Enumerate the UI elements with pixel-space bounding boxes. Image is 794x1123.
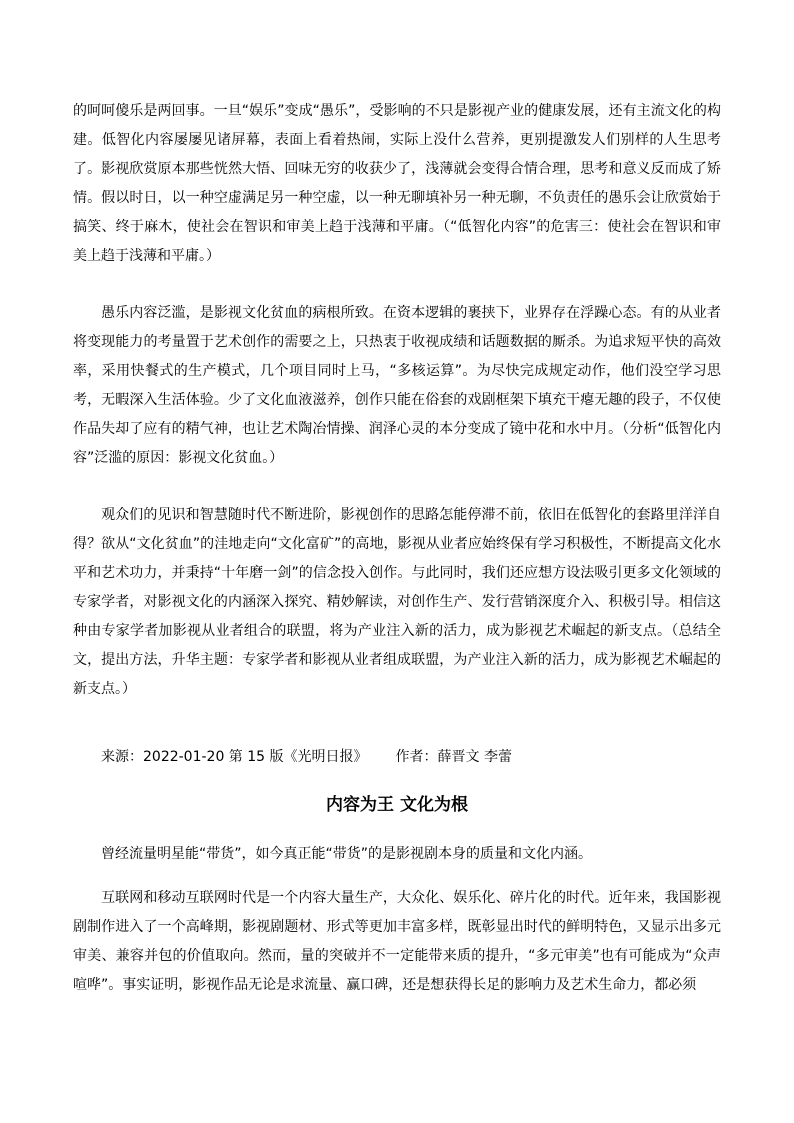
- source-text: 来源：2022-01-20 第 15 版《光明日报》: [101, 749, 368, 765]
- paragraph-text: 的呵呵傻乐是两回事。一旦“娱乐”变成“愚乐”，受影响的不只是影视产业的健康发展，还有主流文化的构建。低智化内容屡屡见诸屏幕，表面上看着热闹，实际上没什么营养，更别提激发人们别样的人生思考了。影视欣赏原本那些恍然大悟、回味无穷的收获少了，浅薄就会变得合情合理，思考和意义反而成了矫情。假以时日，以一种空虚满足另一种空虚，以一种无聊填补另一种无聊，不负责任的愚乐会让欣赏始于搞笑、终于麻木，使社会在智识和审美上趋于浅薄和平庸。（“低智化内容”的危害三：使社会在智识和审美上趋于浅薄和平庸。）: [73, 103, 721, 264]
- paragraph-text: 曾经流量明星能“带货”，如今真正能“带货”的是影视剧本身的质量和文化内涵。: [101, 846, 593, 862]
- paragraph-intro: [73, 840, 721, 869]
- section-title: 内容为王 文化为根: [326, 795, 468, 815]
- paragraph-text: 互联网和移动互联网时代是一个内容大量生产，大众化、娱乐化、碎片化的时代。近年来，我国影视剧制作进入了一个高峰期，影视剧题材、形式等更加丰富多样，既彰显出时代的鲜明特色，又显示出多元审美、兼容并包的价值取向。然而，量的突破并不一定能带来质的提升，“多元审美”也有可能成为“众声喧哗”。事实证明，影视作品无论是求流量、赢口碑，还是想获得长足的影响力及艺术生命力，都必须: [73, 890, 721, 993]
- paragraph-text: 愚乐内容泛滥，是影视文化贫血的病根所致。在资本逻辑的裹挟下，业界存在浮躁心态。有的从业者将变现能力的考量置于艺术创作的需要之上，只热衷于收视成绩和话题数据的厮杀。为追求短平快的高效率，采用快餐式的生产模式，几个项目同时上马，“多核运算”。为尽快完成规定动作，他们没空学习思考，无暇深入生活体验。少了文化血液滋养，创作只能在俗套的戏剧框架下填充干瘪无趣的段子，不仅使作品失却了应有的精气神，也让艺术陶冶情操、润泽心灵的本分变成了镜中花和水中月。（分析“低智化内容”泛滥的原因：影视文化贫血。）: [73, 305, 721, 466]
- paragraph-conclusion: [73, 501, 721, 704]
- author-text: 作者：薛晋文 李蕾: [395, 749, 512, 765]
- paragraph-text: 观众们的见识和智慧随时代不断进阶，影视创作的思路怎能停滞不前，依旧在低智化的套路里洋洋自得？欲从“文化贫血”的洼地走向“文化富矿”的高地，影视从业者应始终保有学习积极性，不断提高文化水平和艺术功力，并秉持“十年磨一剑”的信念投入创作。与此同时，我们还应想方设法吸引更多文化领域的专家学者，对影视文化的内涵深入探究、精妙解读，对创作生产、发行营销深度介入、积极引导。相信这种由专家学者加影视从业者组合的联盟，将为产业注入新的活力，成为影视艺术崛起的新支点。（总结全文，提出方法，升华主题：专家学者和影视从业者组成联盟，为产业注入新的活力，成为影视艺术崛起的新支点。）: [73, 507, 721, 697]
- paragraph-causes: [73, 299, 721, 473]
- source-attribution: [101, 743, 512, 772]
- paragraph-body: [73, 884, 721, 1000]
- paragraph-continued: [73, 97, 721, 271]
